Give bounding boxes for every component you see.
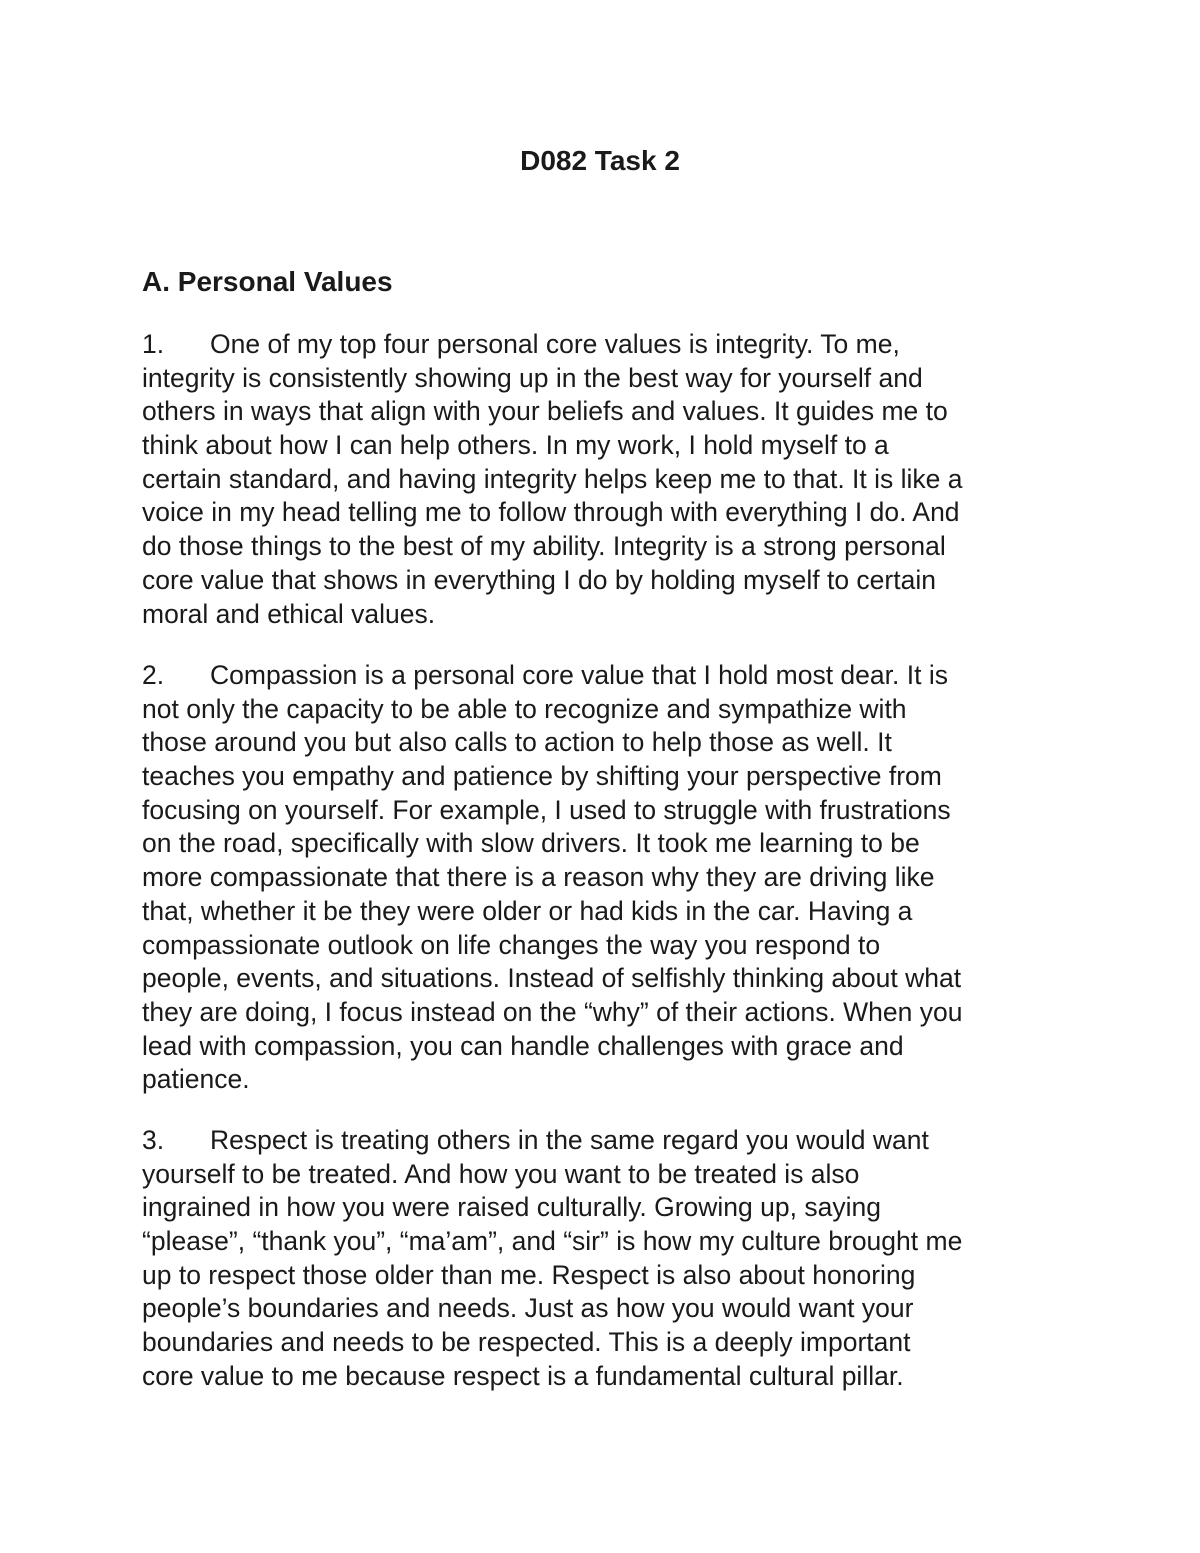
paragraph-line: do those things to the best of my ability. Integrity is a strong personal [142, 531, 946, 562]
paragraph-line: 3. Respect is treating others in the same regard you would want [142, 1124, 1082, 1158]
paragraph-line: those around you but also calls to action to help those as well. It [142, 727, 892, 758]
paragraph-line: 2. Compassion is a personal core value that I hold most dear. It is [142, 659, 1082, 693]
paragraph-line: they are doing, I focus instead on the “why” of their actions. When you [142, 996, 963, 1027]
paragraph-line: core value to me because respect is a fundamental cultural pillar. [142, 1360, 904, 1391]
paragraph-line: 1. One of my top four personal core values is integrity. To me, [142, 328, 1082, 362]
paragraph-line: focusing on yourself. For example, I used to struggle with frustrations [142, 794, 951, 825]
paragraph-line: people’s boundaries and needs. Just as how you would want your [142, 1293, 914, 1324]
paragraph-line: certain standard, and having integrity helps keep me to that. It is like a [142, 463, 963, 494]
paragraph-line: others in ways that align with your beliefs and values. It guides me to [142, 396, 948, 427]
paragraph-line: “please”, “thank you”, “ma’am”, and “sir” is how my culture brought me [142, 1226, 963, 1257]
paragraph-line: boundaries and needs to be respected. This is a deeply important [142, 1327, 911, 1358]
paragraph-line: that, whether it be they were older or had kids in the car. Having a [142, 895, 913, 926]
paragraph-line: core value that shows in everything I do by holding myself to certain [142, 564, 936, 595]
paragraph-line: integrity is consistently showing up in the best way for yourself and [142, 362, 923, 393]
paragraph-line: ingrained in how you were raised culturally. Growing up, saying [142, 1192, 881, 1223]
paragraph-line: on the road, specifically with slow drivers. It took me learning to be [142, 828, 920, 859]
paragraph-number: 1. [142, 329, 165, 359]
paragraph-line: think about how I can help others. In my work, I hold myself to a [142, 430, 889, 461]
paragraph-line: not only the capacity to be able to recognize and sympathize with [142, 693, 907, 724]
paragraph-line: patience. [142, 1064, 250, 1095]
paragraph-compassion [142, 659, 1082, 1097]
section-heading: A. Personal Values [142, 266, 393, 297]
paragraph-number: 2. [142, 660, 165, 690]
paragraph-line: compassionate outlook on life changes the way you respond to [142, 929, 881, 960]
paragraph-line: more compassionate that there is a reason why they are driving like [142, 862, 935, 893]
document-title: D082 Task 2 [520, 145, 680, 176]
paragraph-line: yourself to be treated. And how you want to be treated is also [142, 1158, 860, 1189]
paragraph-line: lead with compassion, you can handle challenges with grace and [142, 1030, 904, 1061]
paragraph-line: people, events, and situations. Instead of selfishly thinking about what [142, 963, 962, 994]
paragraph-number: 3. [142, 1125, 165, 1155]
paragraph-line: up to respect those older than me. Respect is also about honoring [142, 1259, 916, 1290]
paragraph-line: voice in my head telling me to follow through with everything I do. And [142, 497, 960, 528]
paragraph-line: moral and ethical values. [142, 598, 436, 629]
paragraph-integrity [142, 328, 1082, 631]
paragraph-line: teaches you empathy and patience by shifting your perspective from [142, 761, 942, 792]
paragraph-respect [142, 1124, 1082, 1394]
